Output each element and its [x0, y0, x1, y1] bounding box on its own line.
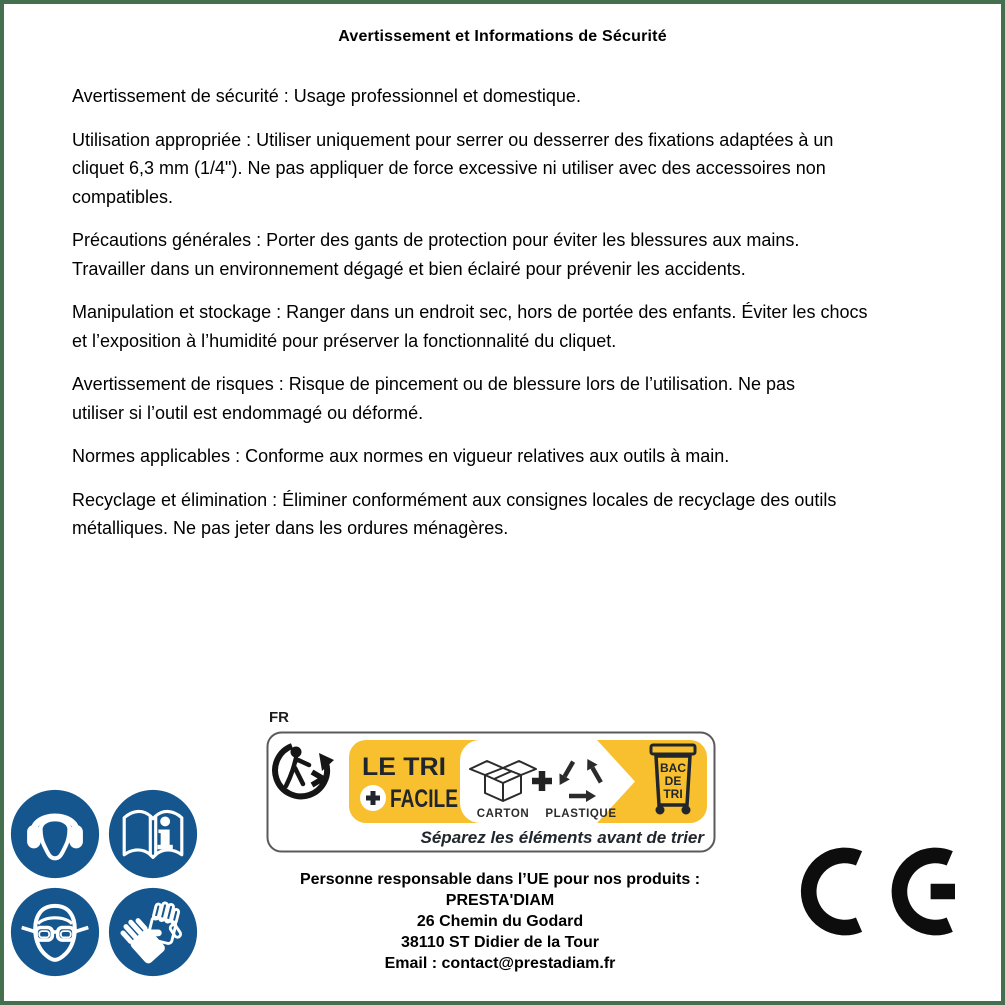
- wear-ear-protection-icon: [10, 789, 100, 879]
- country-code-label: FR: [269, 709, 289, 726]
- safety-paragraph: [72, 486, 955, 543]
- info-tri-label: [266, 710, 718, 858]
- responsible-line: 38110 ST Didier de la Tour: [401, 934, 599, 951]
- responsible-line: Personne responsable dans l’UE pour nos produits :: [299, 871, 701, 888]
- paragraph-line: compatibles.: [72, 186, 174, 207]
- responsible-line: 26 Chemin du Godard: [416, 913, 584, 930]
- tri-caption: Séparez les éléments avant de trier: [420, 828, 704, 847]
- wear-eye-protection-icon: [10, 887, 100, 977]
- responsible-line: Email : contact@prestadiam.fr: [384, 955, 616, 972]
- responsible-line: PRESTA'DIAM: [445, 892, 555, 909]
- bac-de-tri-icon: [651, 745, 695, 815]
- safety-paragraph: [72, 370, 955, 427]
- svg-text:BAC: BAC: [660, 761, 686, 775]
- tri-headline-2: FACILE: [390, 785, 458, 813]
- tri-headline-1: LE TRI: [362, 753, 446, 781]
- svg-text:DE: DE: [664, 774, 682, 788]
- paragraph-line: Recyclage et élimination : Éliminer conformément aux consignes locales de recyclage des outils: [72, 489, 837, 510]
- ce-mark-icon: [797, 845, 955, 938]
- safety-paragraph: [72, 82, 955, 111]
- paragraph-line: Précautions générales : Porter des gants de protection pour éviter les blessures aux mains.: [72, 230, 800, 250]
- paragraph-line: Normes applicables : Conforme aux normes en vigueur relatives aux outils à main.: [72, 446, 730, 466]
- paragraph-line: Manipulation et stockage : Ranger dans un endroit sec, hors de portée des enfants. Éviter les chocs: [72, 302, 868, 322]
- paragraph-line: Utilisation appropriée : Utiliser uniquement pour serrer ou desserrer des fixations adaptées à un: [72, 129, 834, 150]
- paragraph-line: Avertissement de sécurité : Usage professionnel et domestique.: [72, 86, 581, 106]
- info-tri-graphic: [266, 731, 716, 853]
- paragraph-line: cliquet 6,3 mm (1/4"). Ne pas appliquer de force excessive ni utiliser avec des accessoires non: [72, 158, 826, 178]
- material-label-plastique: PLASTIQUE: [545, 808, 617, 820]
- safety-text-block: [72, 82, 955, 558]
- safety-paragraph: [72, 442, 955, 471]
- paragraph-line: Avertissement de risques : Risque de pincement ou de blessure lors de l’utilisation. Ne pas: [72, 374, 796, 394]
- responsible-person-block: [240, 869, 760, 974]
- mandatory-safety-icons: [10, 789, 198, 977]
- page-title: Avertissement et Informations de Sécurité: [338, 28, 667, 45]
- paragraph-line: Travailler dans un environnement dégagé et bien éclairé pour prévenir les accidents.: [72, 258, 746, 279]
- paragraph-line: métalliques. Ne pas jeter dans les ordures ménagères.: [72, 518, 509, 538]
- safety-paragraph: [72, 126, 955, 212]
- svg-text:TRI: TRI: [663, 787, 683, 801]
- paragraph-line: utiliser si l’outil est endommagé ou déformé.: [72, 402, 424, 423]
- paragraph-line: et l’exposition à l’humidité pour préserver la fonctionnalité du cliquet.: [72, 330, 617, 351]
- read-instruction-manual-icon: [108, 789, 198, 879]
- material-label-carton: CARTON: [476, 808, 530, 820]
- safety-paragraph: [72, 298, 955, 355]
- safety-paragraph: [72, 226, 955, 283]
- wear-protective-gloves-icon: [108, 887, 198, 977]
